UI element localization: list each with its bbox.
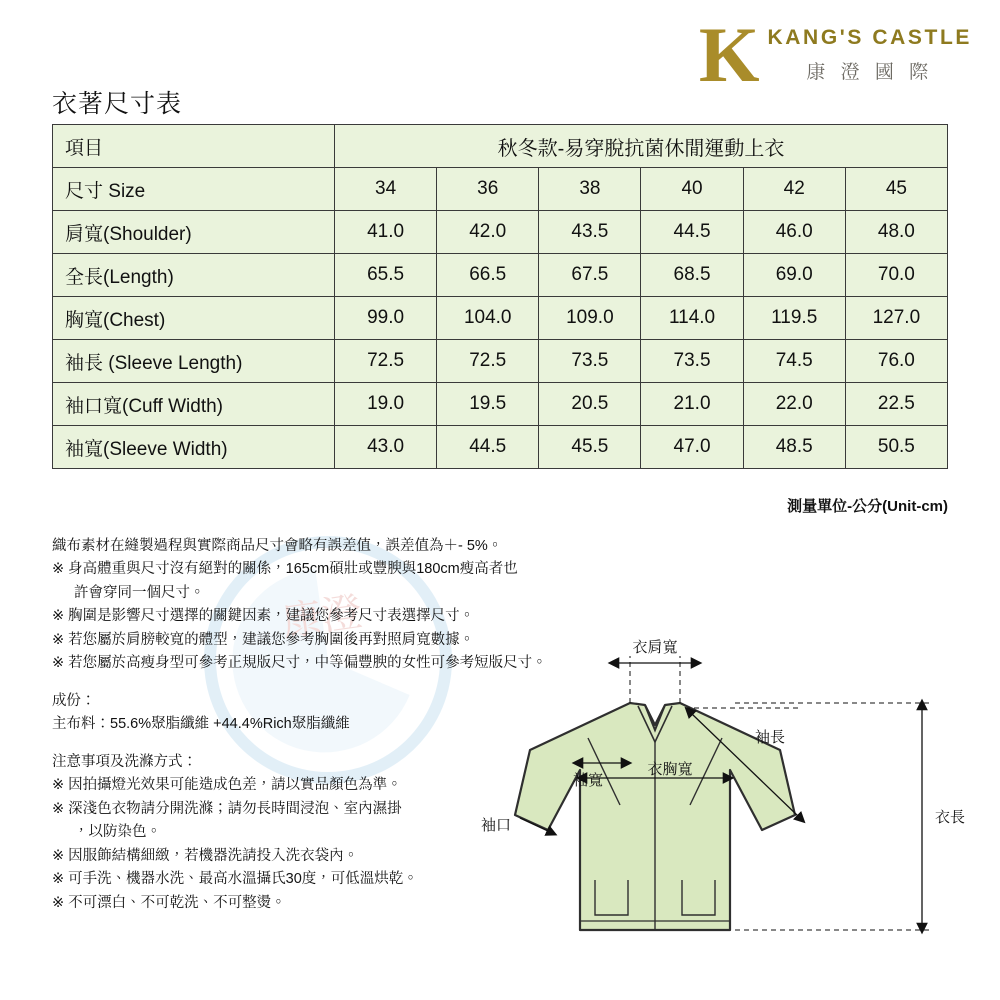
care-line: ※ 不可漂白、不可乾洗、不可整燙。 bbox=[52, 894, 286, 911]
logo-chinese-name: 康 澄 國 際 bbox=[806, 62, 934, 84]
measure-cell: 45.5 bbox=[539, 426, 641, 469]
measure-cell: 47.0 bbox=[641, 426, 743, 469]
measure-cell: 109.0 bbox=[539, 297, 641, 340]
measure-cell: 72.5 bbox=[335, 340, 437, 383]
size-cell: 40 bbox=[641, 168, 743, 211]
measure-cell: 48.5 bbox=[743, 426, 845, 469]
note-line: 許會穿同一個尺寸。 bbox=[74, 584, 205, 601]
size-cell: 34 bbox=[335, 168, 437, 211]
measure-cell: 43.5 bbox=[539, 211, 641, 254]
measure-cell: 21.0 bbox=[641, 383, 743, 426]
measure-cell: 119.5 bbox=[743, 297, 845, 340]
measure-cell: 69.0 bbox=[743, 254, 845, 297]
care-line: ，以防染色。 bbox=[74, 824, 161, 841]
table-row bbox=[53, 297, 948, 340]
measure-cell: 19.5 bbox=[437, 383, 539, 426]
measure-cell: 73.5 bbox=[641, 340, 743, 383]
measure-cell: 41.0 bbox=[335, 211, 437, 254]
unit-note: 測量單位-公分(Unit-cm) bbox=[787, 498, 948, 515]
note-line: ※ 胸圍是影響尺寸選擇的關鍵因素，建議您參考尺寸表選擇尺寸。 bbox=[52, 608, 475, 625]
composition-line: 主布料：55.6%聚脂纖維 +44.4%Rich聚脂纖維 bbox=[52, 716, 350, 733]
row-label: 胸寬(Chest) bbox=[53, 297, 335, 340]
label-sleeve-length: 袖長 bbox=[754, 729, 786, 746]
row-label: 袖口寬(Cuff Width) bbox=[53, 383, 335, 426]
measure-cell: 99.0 bbox=[335, 297, 437, 340]
measure-cell: 65.5 bbox=[335, 254, 437, 297]
table-item-header: 項目 bbox=[53, 125, 335, 168]
page-title: 衣著尺寸表 bbox=[52, 90, 183, 118]
label-cuff: 袖口 bbox=[480, 817, 512, 834]
label-chest: 衣胸寬 bbox=[647, 761, 693, 778]
measure-cell: 114.0 bbox=[641, 297, 743, 340]
dimension-shoulder bbox=[618, 638, 692, 703]
measure-cell: 20.5 bbox=[539, 383, 641, 426]
composition-title: 成份： bbox=[52, 692, 96, 709]
note-line: 織布素材在縫製過程與實際商品尺寸會略有誤差值，誤差值為＋- 5%。 bbox=[52, 538, 503, 554]
label-sleeve-width: 袖寬 bbox=[572, 772, 604, 789]
label-length: 衣長 bbox=[934, 809, 966, 826]
measure-cell: 70.0 bbox=[845, 254, 947, 297]
table-size-row bbox=[53, 168, 948, 211]
size-table bbox=[52, 124, 948, 469]
table-product-header: 秋冬款-易穿脫抗菌休閒運動上衣 bbox=[335, 125, 948, 168]
row-label: 袖長 (Sleeve Length) bbox=[53, 340, 335, 383]
table-row bbox=[53, 340, 948, 383]
note-line: ※ 若您屬於高瘦身型可參考正規版尺寸，中等偏豐腴的女性可參考短版尺寸。 bbox=[52, 655, 547, 672]
note-line: ※ 身高體重與尺寸沒有絕對的關係，165cm碩壯或豐腴與180cm瘦高者也 bbox=[52, 561, 518, 578]
measure-cell: 22.5 bbox=[845, 383, 947, 426]
table-row bbox=[53, 254, 948, 297]
care-line: ※ 因拍攝燈光效果可能造成色差，請以實品顏色為準。 bbox=[52, 777, 402, 794]
row-label: 肩寬(Shoulder) bbox=[53, 211, 335, 254]
size-cell: 42 bbox=[743, 168, 845, 211]
measure-cell: 66.5 bbox=[437, 254, 539, 297]
care-title: 注意事項及洗滌方式： bbox=[52, 753, 197, 770]
measure-cell: 73.5 bbox=[539, 340, 641, 383]
size-cell: 45 bbox=[845, 168, 947, 211]
table-row bbox=[53, 383, 948, 426]
garment-diagram bbox=[470, 630, 980, 960]
logo-text bbox=[768, 26, 972, 84]
row-label: 袖寬(Sleeve Width) bbox=[53, 426, 335, 469]
measure-cell: 67.5 bbox=[539, 254, 641, 297]
measure-cell: 68.5 bbox=[641, 254, 743, 297]
logo-english-name: KANG'S CASTLE bbox=[767, 26, 972, 50]
table-header-row bbox=[53, 125, 948, 168]
measure-cell: 44.5 bbox=[437, 426, 539, 469]
measure-cell: 22.0 bbox=[743, 383, 845, 426]
garment-shape bbox=[515, 703, 795, 930]
measure-cell: 50.5 bbox=[845, 426, 947, 469]
care-line: ※ 因服飾結構細緻，若機器洗請投入洗衣袋內。 bbox=[52, 847, 359, 864]
care-line: ※ 可手洗、機器水洗、最高水溫攝氏30度，可低溫烘乾。 bbox=[52, 871, 418, 888]
table-row bbox=[53, 426, 948, 469]
table-row bbox=[53, 211, 948, 254]
row-label-size: 尺寸 Size bbox=[53, 168, 335, 211]
care-line: ※ 深淺色衣物請分開洗滌；請勿長時間浸泡、室內濕掛 bbox=[52, 800, 402, 817]
measure-cell: 76.0 bbox=[845, 340, 947, 383]
measure-cell: 46.0 bbox=[743, 211, 845, 254]
size-cell: 38 bbox=[539, 168, 641, 211]
measure-cell: 44.5 bbox=[641, 211, 743, 254]
brand-logo bbox=[698, 11, 972, 98]
measure-cell: 19.0 bbox=[335, 383, 437, 426]
measure-cell: 42.0 bbox=[437, 211, 539, 254]
measure-cell: 127.0 bbox=[845, 297, 947, 340]
measure-cell: 104.0 bbox=[437, 297, 539, 340]
row-label: 全長(Length) bbox=[53, 254, 335, 297]
measure-cell: 48.0 bbox=[845, 211, 947, 254]
logo-mark-k: K bbox=[698, 11, 758, 98]
measure-cell: 72.5 bbox=[437, 340, 539, 383]
label-shoulder: 衣肩寬 bbox=[632, 639, 678, 656]
note-line: ※ 若您屬於肩膀較寬的體型，建議您參考胸圍後再對照肩寬數據。 bbox=[52, 631, 475, 648]
svg-text:康澄: 康澄 bbox=[279, 589, 365, 645]
measure-cell: 74.5 bbox=[743, 340, 845, 383]
size-cell: 36 bbox=[437, 168, 539, 211]
measure-cell: 43.0 bbox=[335, 426, 437, 469]
